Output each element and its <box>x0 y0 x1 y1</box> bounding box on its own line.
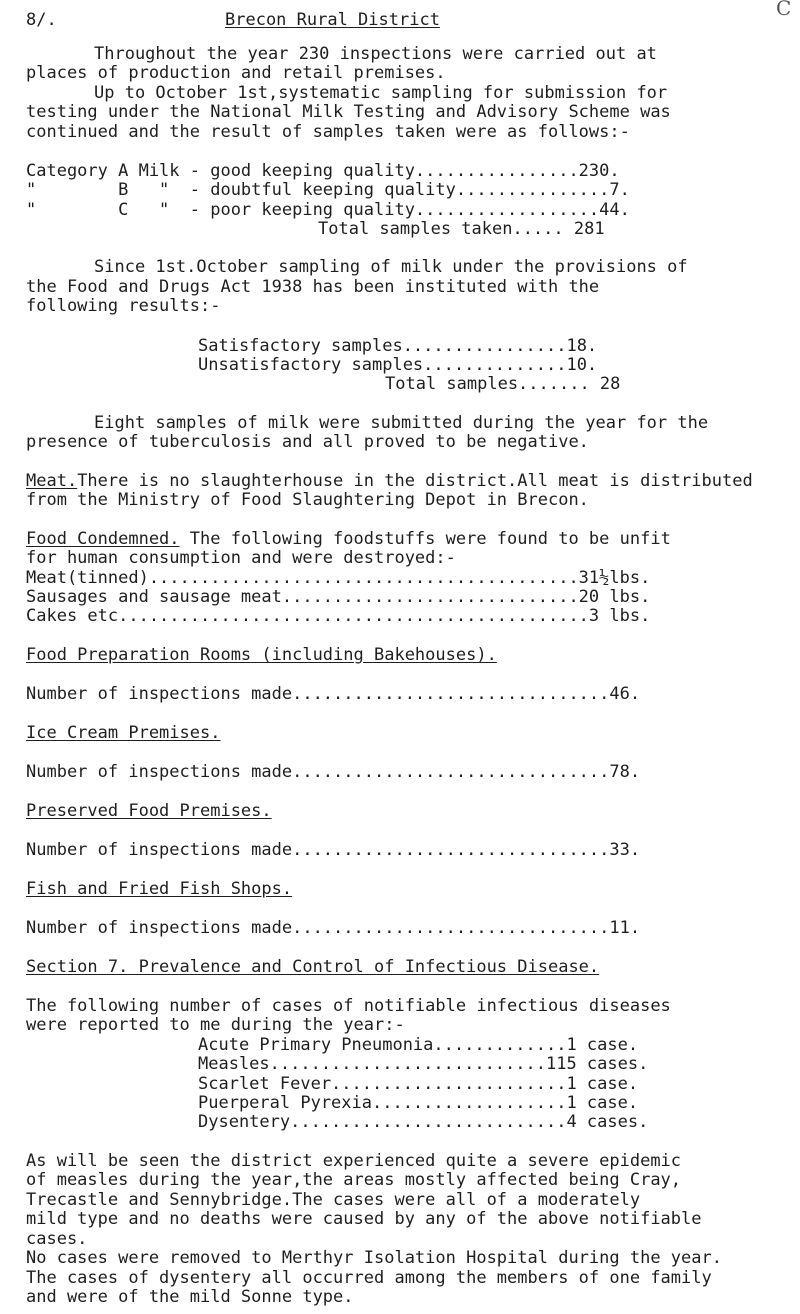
page-title: Brecon Rural District <box>225 10 440 30</box>
food-condemned-heading: Food Condemned. <box>26 529 180 549</box>
food-condemned-text: The following foodstuffs were found to be unfit <box>179 529 671 549</box>
food-drugs-line: Since 1st.October sampling of milk under the provisions of <box>94 257 688 277</box>
preserved-food-inspections: Number of inspections made...............................33. <box>26 840 641 860</box>
closing-line: and were of the mild Sonne type. <box>26 1287 354 1307</box>
food-preparation-heading: Food Preparation Rooms (including Bakehouses). <box>26 645 497 665</box>
meat-heading: Meat. <box>26 471 78 491</box>
food-drugs-line: following results:- <box>26 296 221 316</box>
milk-testing-line: continued and the result of samples taken were as follows:- <box>26 122 630 142</box>
closing-line: The cases of dysentery all occurred among the members of one family <box>26 1268 712 1288</box>
summary-line: mild type and no deaths were caused by any of the above notifiable <box>26 1209 702 1229</box>
disease-pneumonia: Acute Primary Pneumonia.............1 case. <box>198 1035 639 1055</box>
food-condemned-line1 <box>26 529 671 550</box>
disease-measles: Measles...........................115 cases. <box>198 1054 649 1074</box>
summary-line: of measles during the year,the areas mostly affected being Cray, <box>26 1170 682 1190</box>
food-condemned-line: for human consumption and were destroyed:- <box>26 548 456 568</box>
section7-intro-line: The following number of cases of notifiable infectious diseases <box>26 996 671 1016</box>
satisfactory-samples: Satisfactory samples................18. <box>198 336 598 356</box>
corner-mark: C <box>776 0 792 20</box>
condemned-item-meat: Meat(tinned)..........................................31½lbs. <box>26 568 651 588</box>
milk-category-total: Total samples taken..... 281 <box>318 219 605 239</box>
closing-line: No cases were removed to Merthyr Isolation Hospital during the year. <box>26 1248 722 1268</box>
tuberculosis-line: presence of tuberculosis and all proved to be negative. <box>26 432 589 452</box>
unsatisfactory-samples: Unsatisfactory samples..............10. <box>198 355 598 375</box>
condemned-item-sausages: Sausages and sausage meat.............................20 lbs. <box>26 587 651 607</box>
page-number: 8/. <box>26 10 57 30</box>
meat-text: There is no slaughterhouse in the district.All meat is distributed <box>77 471 753 491</box>
intro-line: places of production and retail premises. <box>26 63 446 83</box>
summary-line: cases. <box>26 1229 88 1249</box>
intro-line: Throughout the year 230 inspections were carried out at <box>94 44 657 64</box>
disease-puerperal-pyrexia: Puerperal Pyrexia...................1 case. <box>198 1093 639 1113</box>
food-preparation-inspections: Number of inspections made...............................46. <box>26 684 641 704</box>
ice-cream-inspections: Number of inspections made...............................78. <box>26 762 641 782</box>
milk-testing-line: testing under the National Milk Testing and Advisory Scheme was <box>26 102 671 122</box>
milk-testing-line: Up to October 1st,systematic sampling for submission for <box>94 83 668 103</box>
summary-line: Trecastle and Sennybridge.The cases were all of a moderately <box>26 1190 641 1210</box>
fish-shops-inspections: Number of inspections made...............................11. <box>26 918 641 938</box>
fish-shops-heading: Fish and Fried Fish Shops. <box>26 879 293 899</box>
meat-paragraph-line1 <box>26 471 753 492</box>
disease-dysentery: Dysentery...........................4 cases. <box>198 1112 649 1132</box>
milk-category-b: " B " - doubtful keeping quality...............7. <box>26 180 630 200</box>
condemned-item-cakes: Cakes etc..............................................3 lbs. <box>26 606 651 626</box>
milk-category-a: Category A Milk - good keeping quality................230. <box>26 161 620 181</box>
disease-scarlet-fever: Scarlet Fever.......................1 case. <box>198 1074 639 1094</box>
section7-heading: Section 7. Prevalence and Control of Infectious Disease. <box>26 957 600 977</box>
summary-line: As will be seen the district experienced quite a severe epidemic <box>26 1151 682 1171</box>
milk-category-c: " C " - poor keeping quality..................44. <box>26 200 630 220</box>
meat-line: from the Ministry of Food Slaughtering Depot in Brecon. <box>26 490 589 510</box>
preserved-food-heading: Preserved Food Premises. <box>26 801 272 821</box>
total-samples: Total samples....... 28 <box>385 374 621 394</box>
section7-intro-line: were reported to me during the year:- <box>26 1015 405 1035</box>
ice-cream-heading: Ice Cream Premises. <box>26 723 221 743</box>
tuberculosis-line: Eight samples of milk were submitted during the year for the <box>94 413 709 433</box>
food-drugs-line: the Food and Drugs Act 1938 has been instituted with the <box>26 277 600 297</box>
